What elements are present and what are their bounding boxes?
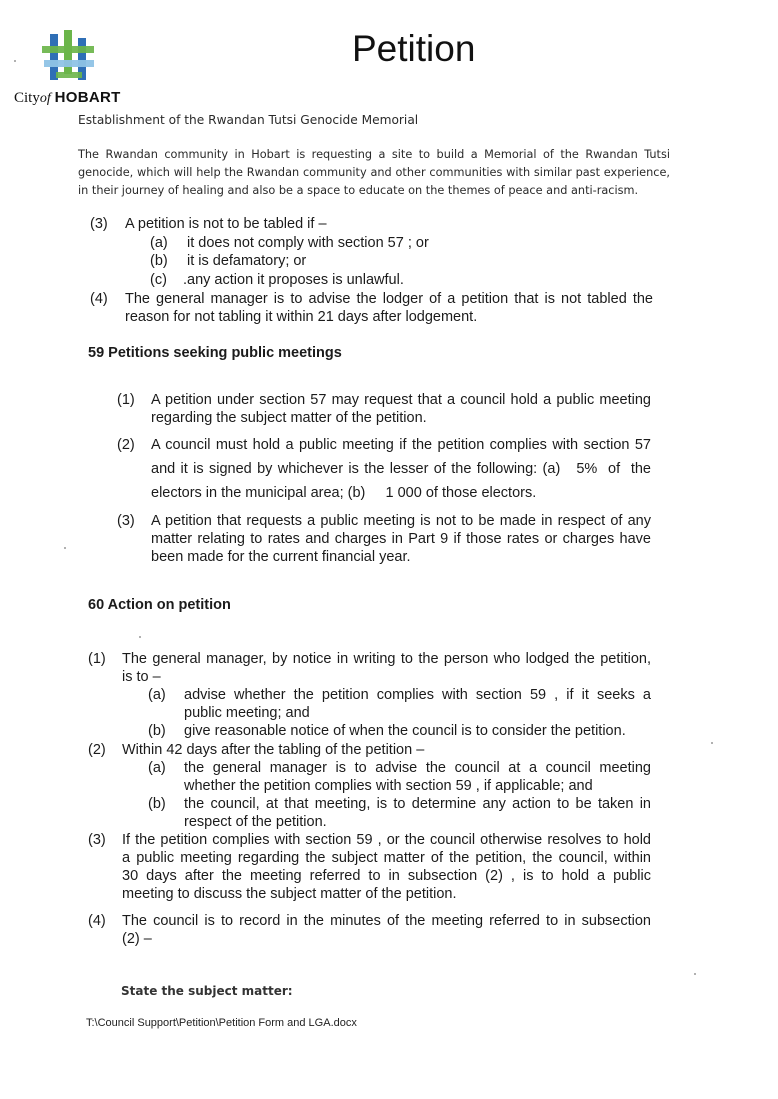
clause-text-line: (2) – <box>122 931 152 947</box>
subject-title: Establishment of the Rwandan Tutsi Genocide Memorial <box>78 113 419 127</box>
clause-number: (1) <box>88 651 106 667</box>
clause-text-line: reason for not tabling it within 21 days after lodgement. <box>125 309 478 325</box>
subclause-number: (a) <box>148 760 166 776</box>
clause-text: Within 42 days after the tabling of the petition – <box>122 742 425 758</box>
clause-text-line: and it is signed by whichever is the lesser of the following: (a) 5% of the <box>151 461 651 477</box>
logo-bar <box>44 60 94 67</box>
subclause-number: (b) <box>148 723 166 739</box>
clause-text-line: 30 days after the meeting referred to in subsection (2) , is to hold a public <box>122 868 651 884</box>
clause-text-line: A petition that requests a public meeting is not to be made in respect of any <box>151 513 651 529</box>
clause-text-line: a public meeting regarding the subject matter of the petition, the council, within <box>122 850 651 866</box>
logo-of-text: of <box>39 91 51 106</box>
subclause-text: .any action it proposes is unlawful. <box>183 272 404 288</box>
clause-number: (2) <box>88 742 106 758</box>
clause-text-line: been made for the current financial year. <box>151 549 411 565</box>
subject-description: The Rwandan community in Hobart is requesting a site to build a Memorial of the Rwandan Tutsi genocide, which will help the Rwandan community and other communities with similar past experience, in their journey of healing and also be a space to educate on the themes of peace and anti-racism. <box>78 148 670 197</box>
clause-number: (4) <box>88 913 106 929</box>
subclause-text: give reasonable notice of when the council is to consider the petition. <box>184 723 626 739</box>
clause-text-line: The general manager is to advise the lodger of a petition that is not tabled the <box>125 291 653 307</box>
subclause-text-line: whether the petition complies with section 59 , if applicable; and <box>184 778 593 794</box>
clause-text-line: The general manager, by notice in writing to the person who lodged the petition, <box>122 651 651 667</box>
clause-number: (3) <box>117 513 135 529</box>
logo-city-text: City <box>14 90 40 106</box>
subclause-number: (a) <box>148 687 166 703</box>
scan-speck <box>139 636 141 638</box>
scan-speck <box>711 742 713 744</box>
scan-speck <box>14 60 16 62</box>
subclause-text: it is defamatory; or <box>187 253 307 269</box>
subclause-text-line: respect of the petition. <box>184 814 327 830</box>
clause-text-line: If the petition complies with section 59 , or the council otherwise resolves to hold <box>122 832 651 848</box>
subject-matter-label: State the subject matter: <box>121 984 293 998</box>
clause-number: (4) <box>90 291 108 307</box>
document-file-path: T:\Council Support\Petition\Petition Form and LGA.docx <box>86 1017 357 1029</box>
clause-text-line: The council is to record in the minutes of the meeting referred to in subsection <box>122 913 651 929</box>
scan-speck <box>64 547 66 549</box>
city-of-hobart-wordmark <box>14 89 121 107</box>
clause-text-line: meeting to discuss the subject matter of the petition. <box>122 886 457 902</box>
clause-text-line: is to – <box>122 669 161 685</box>
subclause-text-line: the general manager is to advise the council at a council meeting <box>184 760 651 776</box>
logo-bar <box>42 46 94 53</box>
section-heading: 60 Action on petition <box>88 597 231 613</box>
clause-text: A petition is not to be tabled if – <box>125 216 327 232</box>
clause-number: (3) <box>88 832 106 848</box>
subclause-number: (b) <box>148 796 166 812</box>
clause-number: (1) <box>117 392 135 408</box>
clause-text-line: A council must hold a public meeting if the petition complies with section 57 <box>151 437 651 453</box>
clause-text-line: regarding the subject matter of the petition. <box>151 410 427 426</box>
subclause-text: it does not comply with section 57 ; or <box>187 235 429 251</box>
subclause-number: (b) <box>150 253 168 269</box>
scan-speck <box>694 973 696 975</box>
subclause-text-line: the council, at that meeting, is to determine any action to be taken in <box>184 796 651 812</box>
clause-text-line: electors in the municipal area; (b) 1 000 of those electors. <box>151 485 537 501</box>
clause-number: (3) <box>90 216 108 232</box>
clause-number: (2) <box>117 437 135 453</box>
section-heading: 59 Petitions seeking public meetings <box>88 345 342 361</box>
subclause-number: (c) <box>150 272 167 288</box>
subclause-text-line: public meeting; and <box>184 705 310 721</box>
clause-text-line: A petition under section 57 may request that a council hold a public meeting <box>151 392 651 408</box>
subclause-number: (a) <box>150 235 168 251</box>
page-title: Petition <box>352 28 476 69</box>
city-of-hobart-logo-mark <box>40 30 98 84</box>
logo-bar <box>56 72 82 78</box>
subclause-text-line: advise whether the petition complies with section 59 , if it seeks a <box>184 687 651 703</box>
logo-hobart-text: HOBART <box>54 89 121 106</box>
clause-text-line: matter relating to rates and charges in Part 9 if those rates or charges have <box>151 531 651 547</box>
